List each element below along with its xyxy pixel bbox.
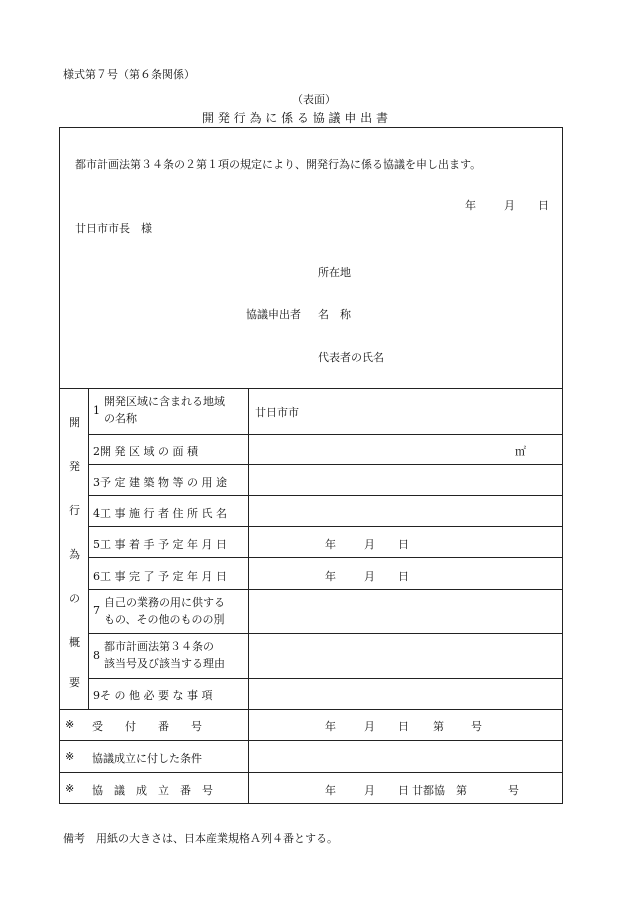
agreement-no-prefix: 廿都協 第 (412, 784, 467, 797)
footnote: 備考 用紙の大きさは、日本産業規格Ａ列４番とする。 (63, 832, 338, 845)
receipt-no-prefix: 第 (433, 720, 444, 733)
receipt-no-suffix: 号 (471, 720, 482, 733)
receipt-mark: ※ (65, 718, 75, 731)
side-label-char-4: 為 (69, 548, 80, 561)
agreement-mark: ※ (65, 782, 75, 795)
applicant-address-label: 所在地 (318, 266, 351, 279)
addressee: 廿日市市長 様 (75, 222, 152, 235)
row6-year: 年 (325, 570, 336, 583)
agreement-month: 月 (364, 784, 375, 797)
row9-label: 9そ の 他 必 要 な 事 項 (93, 689, 213, 702)
intro-text: 都市計画法第３４条の２第１項の規定により、開発行為に係る協議を申し出ます。 (75, 158, 482, 171)
row8-number: 8 (93, 649, 100, 662)
row2-label: 2開 発 区 域 の 面 積 (93, 445, 198, 458)
side-label-char-2: 発 (69, 460, 80, 473)
side-label-char-1: 開 (69, 416, 80, 429)
row5-month: 月 (364, 538, 375, 551)
row1-label: 開発区域に含まれる地域 の名称 (104, 395, 225, 425)
receipt-day: 日 (398, 720, 409, 733)
row7-number: 7 (93, 604, 100, 617)
receipt-month: 月 (364, 720, 375, 733)
row3-label: 3予 定 建 築 物 等 の 用 途 (93, 476, 227, 489)
applicant-label: 協議申出者 (246, 308, 301, 321)
side-label-char-3: 行 (69, 504, 80, 517)
side-label-char-5: の (69, 592, 80, 605)
row7-label: 自己の業務の用に供する もの、その他のものの別 (104, 596, 225, 626)
agreement-no-suffix: 号 (508, 784, 519, 797)
agreement-label: 協 議 成 立 番 号 (92, 784, 213, 797)
form-number: 様式第７号（第６条関係） (63, 68, 195, 81)
form-side-label: （表面） (292, 93, 336, 106)
side-label-char-7: 要 (69, 676, 80, 689)
applicant-representative-label: 代表者の氏名 (318, 351, 384, 364)
row6-day: 日 (398, 570, 409, 583)
row1-value: 廿日市市 (255, 406, 299, 419)
row1-number: 1 (93, 404, 100, 417)
receipt-year: 年 (325, 720, 336, 733)
applicant-name-label: 名 称 (318, 308, 351, 321)
receipt-label: 受 付 番 号 (92, 720, 202, 733)
agreement-day: 日 (398, 784, 409, 797)
agreement-year: 年 (325, 784, 336, 797)
row6-month: 月 (364, 570, 375, 583)
row8-label: 都市計画法第３４条の 該当号及び該当する理由 (104, 640, 225, 670)
conditions-label: 協議成立に付した条件 (92, 752, 202, 765)
document-title: 開 発 行 為 に 係 る 協 議 申 出 書 (202, 111, 388, 125)
row2-unit: ㎡ (515, 445, 526, 458)
row5-day: 日 (398, 538, 409, 551)
row5-label: 5工 事 着 手 予 定 年 月 日 (93, 538, 227, 551)
row5-year: 年 (325, 538, 336, 551)
conditions-mark: ※ (65, 750, 75, 763)
date-month-label: 月 (504, 199, 515, 212)
date-day-label: 日 (538, 199, 549, 212)
row6-label: 6工 事 完 了 予 定 年 月 日 (93, 570, 227, 583)
side-label-char-6: 概 (69, 636, 80, 649)
row4-label: 4工 事 施 行 者 住 所 氏 名 (93, 507, 227, 520)
date-year-label: 年 (465, 199, 476, 212)
